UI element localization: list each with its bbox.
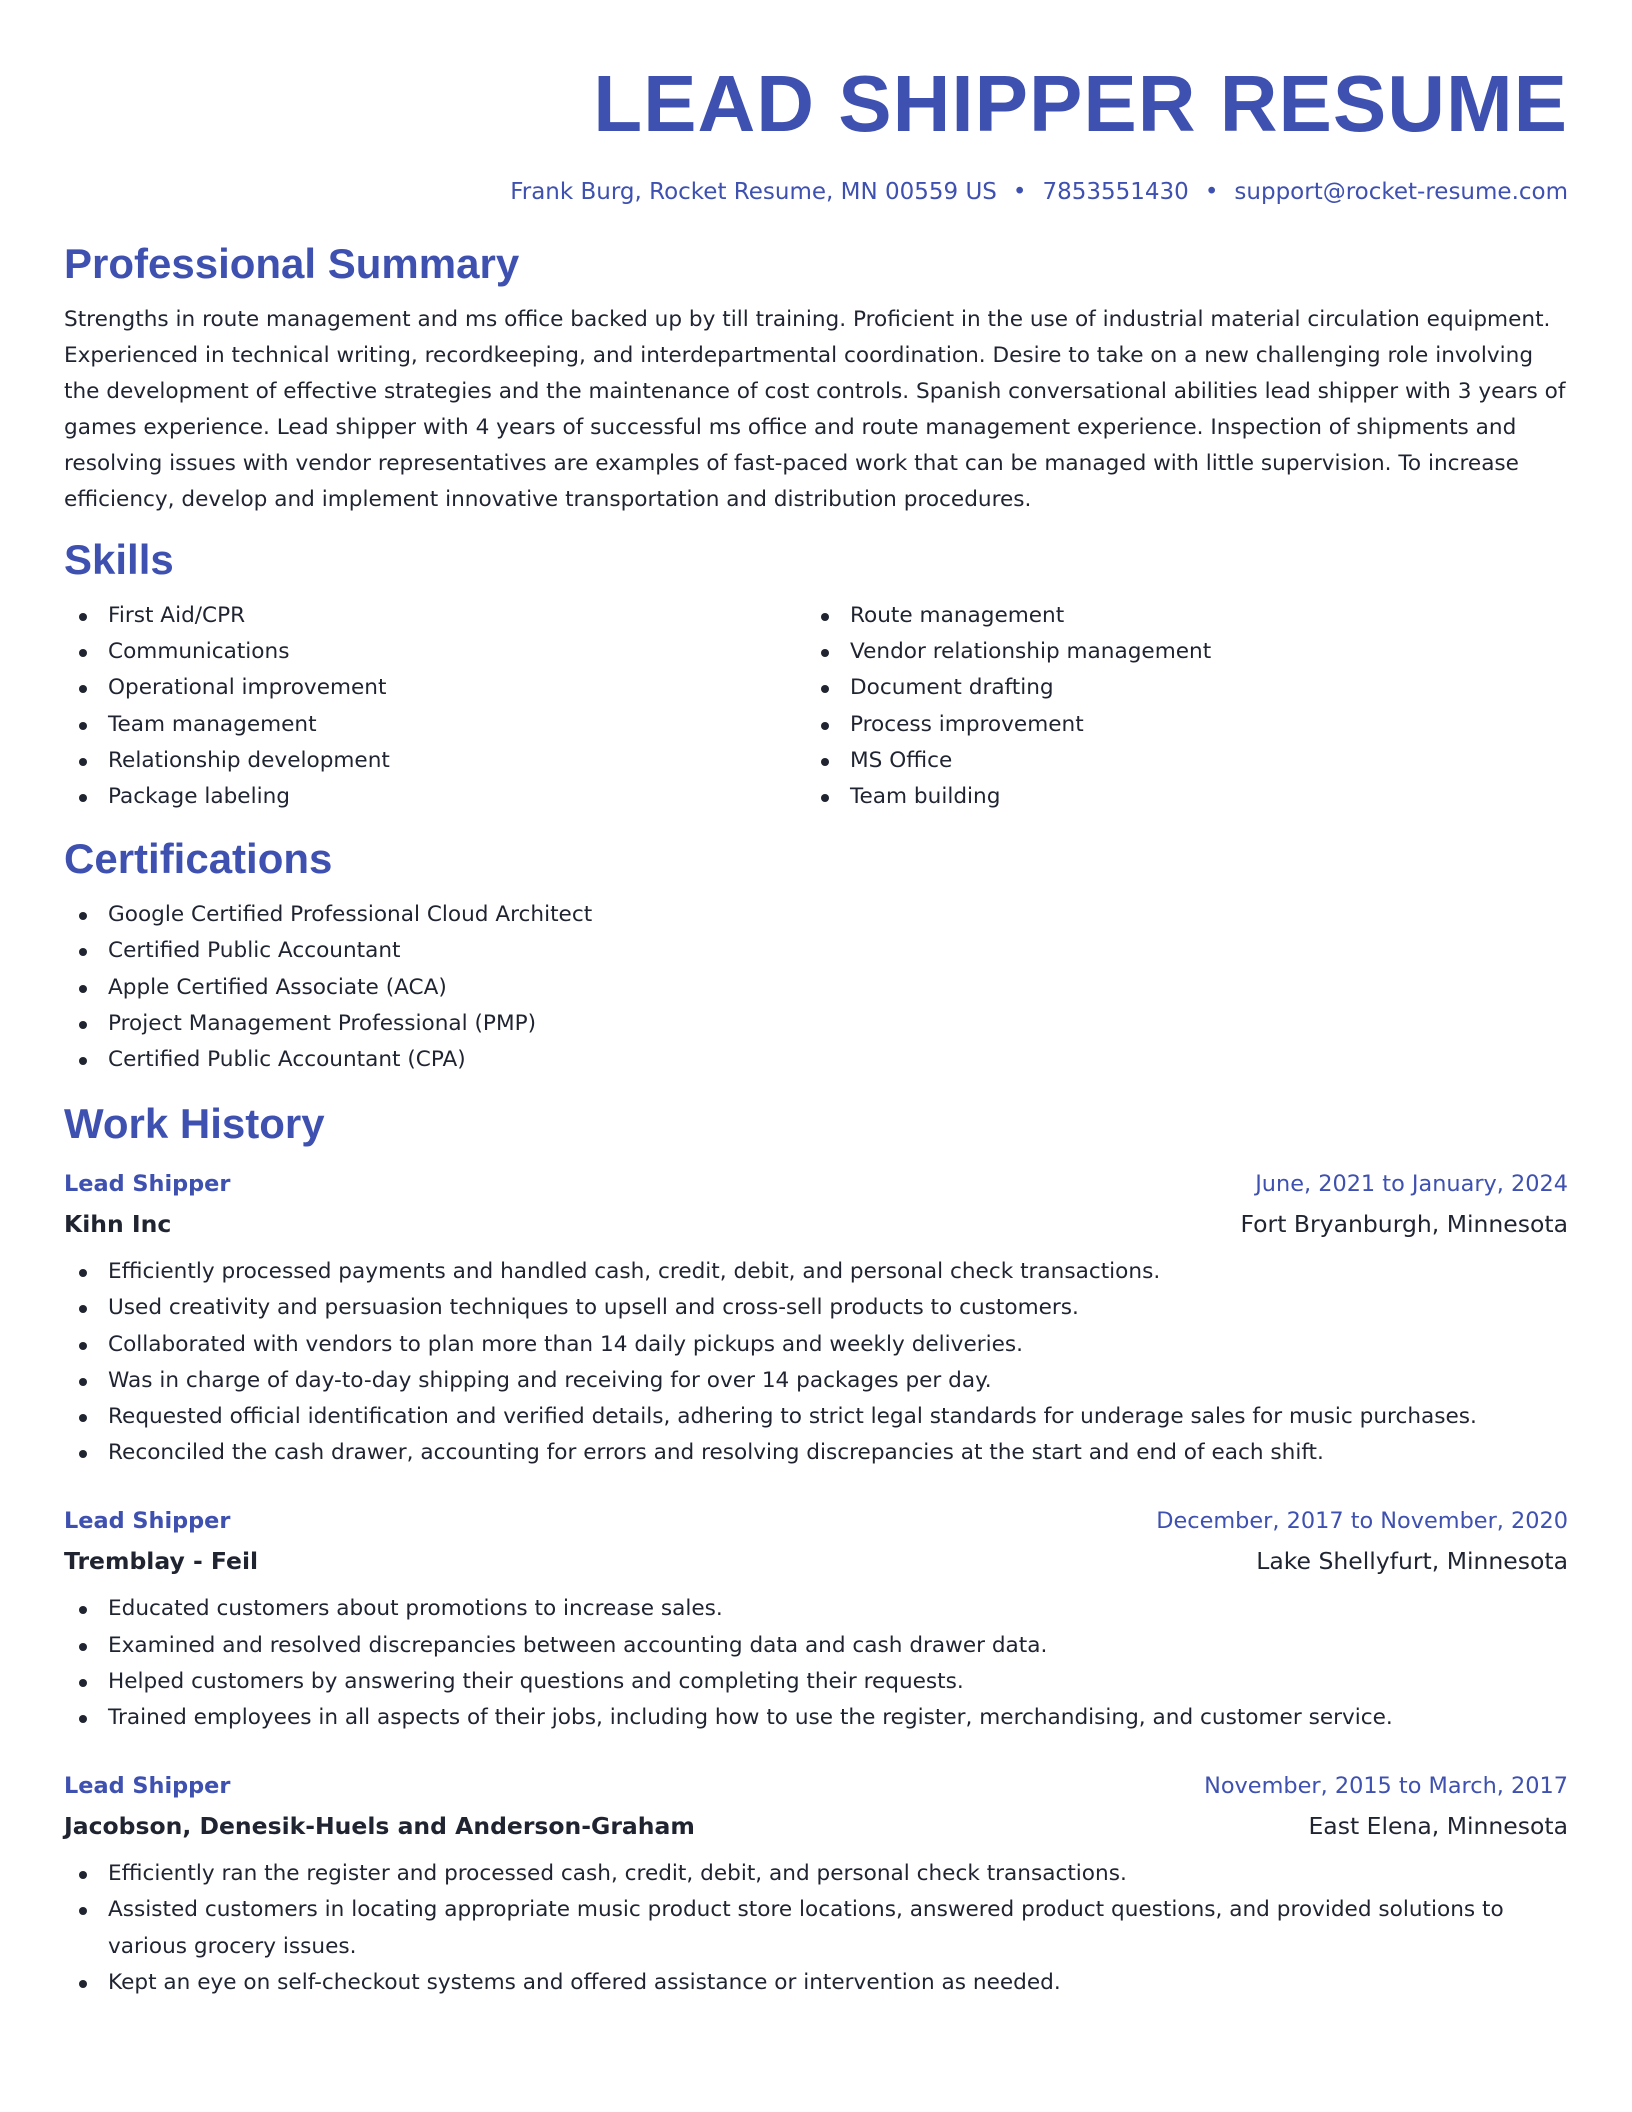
job-duty: Educated customers about promotions to increase sales.	[64, 1591, 1568, 1627]
job-duties-list	[64, 1856, 1568, 2001]
job-duties-list	[64, 1591, 1568, 1736]
skill-item: Operational improvement	[64, 670, 806, 706]
job-location: East Elena, Minnesota	[1308, 1812, 1568, 1841]
job-location: Fort Bryanburgh, Minnesota	[1240, 1210, 1568, 1239]
skill-item: Team management	[64, 707, 806, 743]
job-duty: Was in charge of day-to-day shipping and receiving for over 14 packages per day.	[64, 1363, 1568, 1399]
job-duty: Kept an eye on self-checkout systems and offered assistance or intervention as needed.	[64, 1965, 1568, 2001]
skill-item: MS Office	[806, 743, 1548, 779]
job-dates: December, 2017 to November, 2020	[1156, 1508, 1568, 1535]
job-duties-list	[64, 1254, 1568, 1471]
skills-heading: Skills	[64, 536, 174, 583]
job-duty: Reconciled the cash drawer, accounting for errors and resolving discrepancies at the start and end of each shift.	[64, 1435, 1568, 1471]
job-dates: June, 2021 to January, 2024	[1255, 1171, 1568, 1198]
job-entry	[64, 1766, 1568, 2001]
job-duty: Trained employees in all aspects of their jobs, including how to use the register, merchandising, and customer service.	[64, 1700, 1568, 1736]
job-title: Lead Shipper	[64, 1171, 231, 1198]
job-title: Lead Shipper	[64, 1773, 231, 1800]
certification-item: Google Certified Professional Cloud Architect	[64, 897, 1568, 933]
summary-text: Strengths in route management and ms office backed up by till training. Proficient in the use of industrial material circulation equipment. Experienced in technical writing, recordkeeping, and interdepartmental coordination. Desire to take on a new challenging role involving the development of effective strategies and the maintenance of cost controls. Spanish conversational abilities lead shipper with 3 years of games experience. Lead shipper with 4 years of successful ms office and route management experience. Inspection of shipments and resolving issues with vendor representatives are examples of fast-paced work that can be managed with little supervision. To increase efficiency, develop and implement innovative transportation and distribution procedures.	[64, 307, 1566, 512]
contact-separator: •	[1012, 179, 1027, 205]
job-duty: Efficiently ran the register and processed cash, credit, debit, and personal check transactions.	[64, 1856, 1568, 1892]
skill-item: Process improvement	[806, 707, 1548, 743]
job-company-row	[64, 1204, 1568, 1244]
resume-title: LEAD SHIPPER RESUME	[593, 59, 1568, 148]
job-duty: Efficiently processed payments and handled cash, credit, debit, and personal check transactions.	[64, 1254, 1568, 1290]
skills-list	[64, 598, 1568, 815]
summary-heading: Professional Summary	[64, 240, 520, 287]
job-duty: Assisted customers in locating appropriate music product store locations, answered product questions, and provided solutions to various grocery issues.	[64, 1892, 1568, 1964]
job-duty: Requested official identification and verified details, adhering to strict legal standards for underage sales for music purchases.	[64, 1399, 1568, 1435]
contact-email[interactable]: support@rocket-resume.com	[1234, 179, 1568, 205]
certification-item: Certified Public Accountant	[64, 933, 1568, 969]
contact-line	[64, 176, 1568, 208]
skill-item: Route management	[806, 598, 1548, 634]
skill-item: First Aid/CPR	[64, 598, 806, 634]
job-duty: Examined and resolved discrepancies between accounting data and cash drawer data.	[64, 1628, 1568, 1664]
skill-item: Vendor relationship management	[806, 634, 1548, 670]
job-entry	[64, 1164, 1568, 1471]
skill-item: Relationship development	[64, 743, 806, 779]
skills-column-right	[806, 598, 1548, 815]
certification-item: Apple Certified Associate (ACA)	[64, 970, 1568, 1006]
skills-column-left	[64, 598, 806, 815]
job-duty: Collaborated with vendors to plan more than 14 daily pickups and weekly deliveries.	[64, 1327, 1568, 1363]
contact-address: Frank Burg, Rocket Resume, MN 00559 US	[510, 179, 997, 205]
job-duty: Helped customers by answering their questions and completing their requests.	[64, 1664, 1568, 1700]
job-duty: Used creativity and persuasion techniques to upsell and cross-sell products to customers.	[64, 1290, 1568, 1326]
skill-item: Communications	[64, 634, 806, 670]
contact-separator: •	[1204, 179, 1219, 205]
contact-phone[interactable]: 7853551430	[1042, 179, 1189, 205]
skill-item: Package labeling	[64, 779, 806, 815]
job-dates: November, 2015 to March, 2017	[1204, 1773, 1568, 1800]
certifications-list	[64, 897, 1568, 1078]
job-company-row	[64, 1541, 1568, 1581]
skill-item: Document drafting	[806, 670, 1548, 706]
job-header-row	[64, 1164, 1568, 1204]
certifications-heading: Certifications	[64, 835, 333, 883]
job-company: Tremblay - Feil	[64, 1547, 259, 1576]
job-header-row	[64, 1766, 1568, 1806]
job-title: Lead Shipper	[64, 1508, 231, 1535]
job-header-row	[64, 1501, 1568, 1541]
work-history-heading: Work History	[64, 1100, 325, 1148]
certification-item: Project Management Professional (PMP)	[64, 1006, 1568, 1042]
job-company: Jacobson, Denesik-Huels and Anderson-Graham	[64, 1812, 695, 1841]
resume-page	[64, 0, 1568, 2001]
job-location: Lake Shellyfurt, Minnesota	[1256, 1547, 1568, 1576]
job-company-row	[64, 1806, 1568, 1846]
certification-item: Certified Public Accountant (CPA)	[64, 1042, 1568, 1078]
job-entry	[64, 1501, 1568, 1736]
skill-item: Team building	[806, 779, 1548, 815]
job-company: Kihn Inc	[64, 1210, 172, 1239]
